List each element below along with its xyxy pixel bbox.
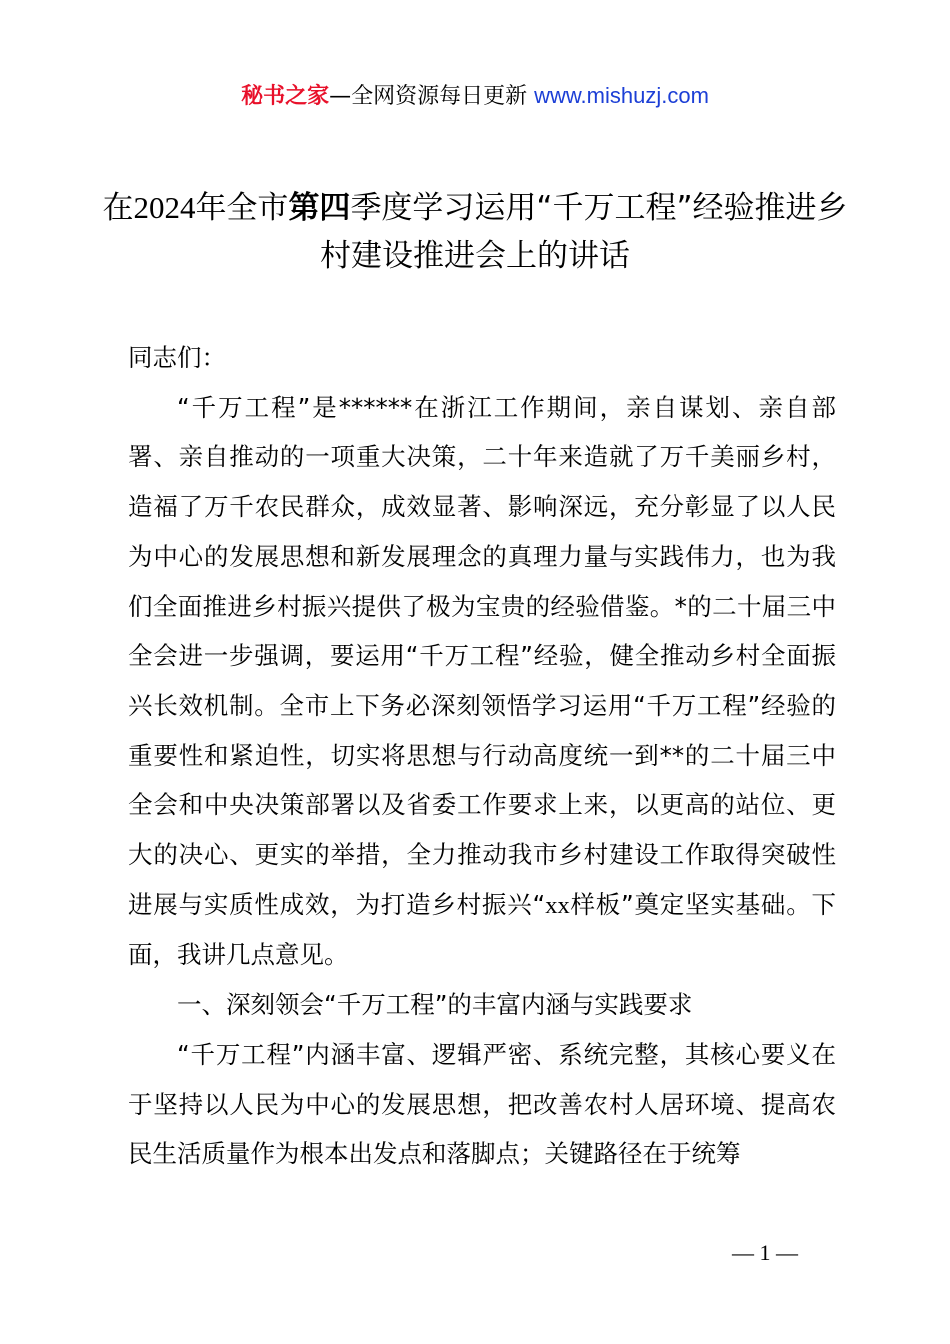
- site-url[interactable]: www.mishuzj.com: [534, 83, 709, 108]
- header-tagline: —全网资源每日更新: [329, 84, 528, 109]
- title-part-2: 年全市: [195, 190, 289, 226]
- section-heading-1: 一、深刻领会“千万工程”的丰富内涵与实践要求: [177, 990, 693, 1020]
- title-year: 2024: [133, 190, 196, 225]
- document-body: [128, 333, 836, 1179]
- paragraph-intro-end: 样板”奠定坚实基础。下面，我讲几点意见。: [128, 889, 836, 970]
- title-part-3: 季度学习运用“千万工程”经验推进乡村建设推进会上的讲话: [320, 190, 848, 274]
- site-header: [0, 80, 950, 113]
- paragraph-intro: [128, 383, 836, 980]
- paragraph-section-1: “千万工程”内涵丰富、逻辑严密、系统完整，其核心要义在于坚持以人民为中心的发展思想，把改善农村人居环境、提高农民生活质量作为根本出发点和落脚点；关键路径在于统筹: [128, 1039, 836, 1169]
- title-part-1: 在: [102, 190, 134, 226]
- brand-name: 秘书之家: [241, 84, 330, 109]
- salutation: 同志们：: [128, 343, 226, 372]
- paragraph-intro-text: “千万工程”是******在浙江工作期间，亲自谋划、亲自部署、亲自推动的一项重大决策，二十年来造就了万千美丽乡村，造福了万千农民群众，成效显著、影响深远，充分彰显了以人民为中心的发展思想和新发展理念的真理力量与实践伟力，也为我们全面推进乡村振兴提供了极为宝贵的经验借鉴。*的二十届三中全会进一步强调，要运用“千万工程”经验，健全推动乡村全面振兴长效机制。全市上下务必深刻领悟学习运用“千万工程”经验的重要性和紧迫性，切实将思想与行动高度统一到**的二十届三中全会和中央决策部署以及省委工作要求上来，以更高的站位、更大的决心、更实的举措，全力推动我市乡村建设工作取得突破性进展与实质性成效，为打造乡村振兴“: [128, 392, 836, 919]
- document-title: [100, 184, 850, 280]
- page-number: — 1 —: [732, 1240, 798, 1265]
- placeholder-xx: xx: [545, 891, 570, 919]
- title-bold-quarter: 第四: [288, 190, 351, 226]
